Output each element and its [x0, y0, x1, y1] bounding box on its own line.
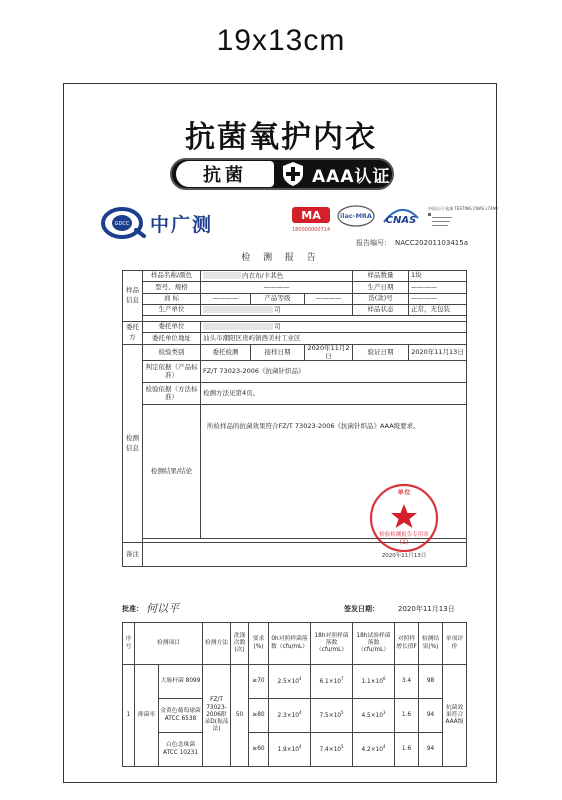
cnas-logo	[380, 204, 422, 228]
svg-text:GDCC: GDCC	[114, 221, 130, 227]
ilac-mra-logo	[336, 204, 376, 228]
strain-name: 大肠杆菌 8099	[159, 665, 203, 699]
field-label: 生产日期	[353, 282, 409, 293]
field-label: 商 标	[143, 293, 201, 304]
badge-antibacterial: 抗菌	[176, 161, 274, 187]
field-value: ————	[201, 282, 353, 293]
cma-logo: MA 180000000714	[291, 209, 331, 233]
zgc-logo	[100, 206, 213, 240]
field-label: 检测结果/结论	[143, 405, 201, 539]
wash-count: 50	[231, 665, 249, 767]
table-row	[123, 344, 467, 361]
approve-label: 批准：	[122, 605, 143, 613]
field-value: 2020年11月2日	[305, 344, 353, 361]
table-row	[123, 361, 467, 383]
signature-row	[122, 600, 466, 618]
table-row	[123, 699, 467, 733]
seal-unit-text: 单位	[397, 488, 411, 497]
star-icon	[391, 504, 417, 528]
count-18h-test: $4.5\times 10^3$	[353, 699, 395, 733]
header-cell: 单项评价	[443, 623, 467, 665]
aaa-badge	[170, 158, 394, 190]
header-cell: 检测方法	[203, 623, 231, 665]
header-cell: 检测结果(%)	[419, 623, 443, 665]
field-value: FZ/T 73023-2006《抗菌针织品》	[201, 361, 467, 383]
count-0h-control: $1.9\times 10^4$	[269, 733, 311, 767]
table-row	[123, 293, 467, 304]
issue-date: 2020年11月13日	[398, 605, 455, 613]
strain-name: 白色念珠菌 ATCC 10231	[159, 733, 203, 767]
count-18h-test: $1.1\times 10^6$	[353, 665, 395, 699]
shield-plus-icon	[280, 161, 306, 187]
field-label: 样品数量	[353, 271, 409, 282]
svg-text:ilac-MRA: ilac-MRA	[340, 212, 372, 220]
zgc-name: 中广测	[150, 213, 214, 236]
report-heading: 检 测 报 告	[241, 253, 321, 263]
field-value: ————	[409, 282, 467, 293]
field-value: ————	[201, 293, 251, 304]
header-cell: 要求(%)	[249, 623, 269, 665]
field-value: 1块	[409, 271, 467, 282]
cert-logos	[290, 204, 498, 233]
field-label: 样品状态	[353, 304, 409, 315]
field-label: 验证日期	[353, 344, 409, 361]
test-item: 抑菌率	[135, 665, 159, 767]
table-row	[123, 282, 467, 293]
approver-signature: 何以平	[146, 602, 179, 615]
field-label: 产品等级	[251, 293, 305, 304]
result-percent: 98	[419, 665, 443, 699]
header-cell: 对照样增长值F	[395, 623, 419, 665]
count-18h-test: $4.2\times 10^4$	[353, 733, 395, 767]
row-number: 1	[123, 665, 135, 767]
count-0h-control: $2.5\times 10^4$	[269, 665, 311, 699]
results-header-row	[123, 623, 467, 665]
header-cell: 18h试验样菌落数（cfu/mL）	[353, 623, 395, 665]
field-value: 所检样品的抗菌效果符合FZ/T 73023-2006《抗菌针织品》AAA级要求。	[201, 405, 467, 539]
count-0h-control: $2.3\times 10^4$	[269, 699, 311, 733]
svg-text:MA: MA	[301, 209, 321, 222]
growth-value: 1.6	[395, 699, 419, 733]
field-label: 检验依据（方法标准）	[143, 383, 201, 405]
result-percent: 94	[419, 699, 443, 733]
field-value: 汕头市潮阳区贵屿镇西美村工业区	[201, 333, 467, 344]
zgc-ring-icon	[100, 206, 146, 240]
header-cell: 洗涤次数(次)	[231, 623, 249, 665]
growth-value: 1.6	[395, 733, 419, 767]
field-label: 生产单位	[143, 304, 201, 315]
field-value: 检测方法见第4页。	[201, 383, 467, 405]
field-value: 内衣布/卡其色	[201, 271, 353, 282]
report-number: 报告编号： NACC20201103415a	[356, 239, 468, 247]
header-cell: 18h对照样菌落数（cfu/mL）	[311, 623, 353, 665]
growth-value: 3.4	[395, 665, 419, 699]
seal-number: (1)	[399, 539, 409, 546]
requirement: ≥80	[249, 699, 269, 733]
svg-text:单位	[397, 488, 411, 497]
table-row	[123, 271, 467, 282]
field-value: ————	[305, 293, 353, 304]
count-18h-control: $6.1\times 10^7$	[311, 665, 353, 699]
field-label: 型号、规格	[143, 282, 201, 293]
field-value: ————	[409, 293, 467, 304]
issue-date-label: 签发日期：	[344, 605, 379, 613]
field-value: 司	[201, 304, 353, 315]
requirement: ≥60	[249, 733, 269, 767]
table-row	[123, 665, 467, 699]
field-label: 接样日期	[251, 344, 305, 361]
section-test: 检测信息	[123, 344, 143, 543]
field-label: 委托单位	[143, 322, 201, 333]
count-18h-control: $7.4\times 10^5$	[311, 733, 353, 767]
svg-text:中国认可 检测 TESTING CNAS L7490: 中国认可 检测 TESTING CNAS L7490	[428, 206, 498, 211]
field-label: 样品名称/颜色	[143, 271, 201, 282]
requirement: ≥70	[249, 665, 269, 699]
table-row	[123, 304, 467, 315]
strain-name: 金黄色葡萄球菌 ATCC 6538	[159, 699, 203, 733]
results-table	[122, 622, 467, 767]
section-sample: 样品信息	[123, 271, 143, 322]
cnas-testing-logo	[426, 204, 498, 232]
section-client: 委托方	[123, 322, 143, 345]
result-percent: 94	[419, 733, 443, 767]
table-row	[123, 322, 467, 333]
field-value: 委托检测	[201, 344, 251, 361]
svg-text:CNAS: CNAS	[385, 215, 417, 226]
header-cell: 检测项目	[135, 623, 203, 665]
table-row	[123, 333, 467, 344]
test-method: FZ/T 73023-2006附录D(振荡法)	[203, 665, 231, 767]
table-row	[123, 383, 467, 405]
table-row	[123, 733, 467, 767]
header-cell: 0h对照样菌落数（cfu/mL）	[269, 623, 311, 665]
field-value: 司	[201, 322, 467, 333]
size-label: 19x13cm	[216, 24, 346, 57]
official-seal	[364, 480, 444, 560]
field-label: 判定依据（产品标准）	[143, 361, 201, 383]
badge-aaa-cert: AAA认证	[312, 166, 391, 187]
verdict: 抗菌效果符合AAA级	[443, 665, 467, 767]
field-value: 2020年11月13日	[409, 344, 467, 361]
seal-title: 检验检测报告专用章	[379, 532, 429, 538]
field-label: 检验类别	[143, 344, 201, 361]
remark-label: 备注	[123, 543, 143, 567]
field-value: 正常，无包装	[409, 304, 467, 315]
header-cell: 序号	[123, 623, 135, 665]
seal-date: 2020年11月13日	[381, 553, 427, 559]
field-label: 委托单位地址	[143, 333, 201, 344]
field-label: 货(款)号	[353, 293, 409, 304]
logo-row	[100, 204, 498, 254]
count-18h-control: $7.5\times 10^5$	[311, 699, 353, 733]
product-title: 抗菌氧护内衣	[185, 120, 377, 155]
